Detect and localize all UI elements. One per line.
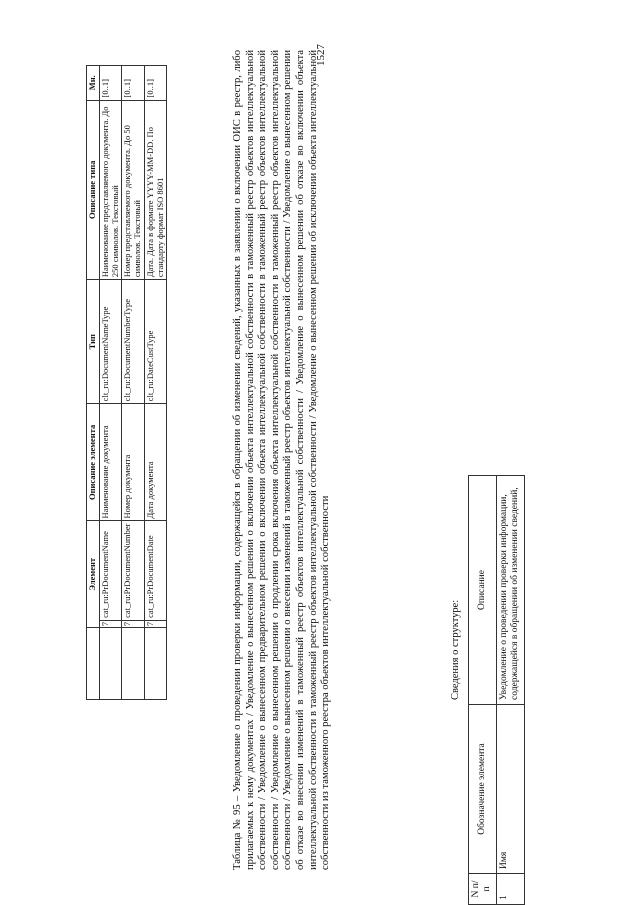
row-element: cat_ru:PrDocumentNumber: [122, 521, 145, 620]
row-description: Номер документа: [122, 404, 145, 521]
structure-header-row: [469, 476, 497, 905]
header-blank-cell: [87, 628, 100, 700]
header-description: Описание: [469, 476, 497, 705]
structure-table-wrapper: [468, 475, 525, 905]
row-type-description: Дата. Дата в формате YYYY-MM-DD. По стандарту формат ISO 8601: [144, 100, 167, 280]
row-multiplicity: [0..1]: [144, 66, 167, 101]
table-row: [496, 476, 524, 905]
elements-table: [86, 65, 167, 700]
table-caption: Таблица № 95 – Уведомление о проведении проверки информации, содержащейся в обращении об изменении сведений, указанных в заявлении о включении ОИС в реестр, либо прилагаемых к нему документах / Уведомление о вынесенном решении о включении объекта интеллектуальной собственности в таможенный реестр объектов интеллектуальной собственности / Уведомление о вынесенном предварительном решении о включении объекта интеллектуальной собственности в таможенный реестр объектов интеллектуальной собственности / Уведомление о вынесенном решении о продлении срока включения объекта интеллектуальной собственности в таможенный реестр объектов интеллектуальной собственности / Уведомление о вынесенном решении о внесении изменений в таможенный реестр объектов интеллектуальной собственности / Уведомление о вынесенном решении об отказе во внесении изменений в таможенный реестр объектов интеллектуальной собственности / Уведомление о вынесенном решении об отказе во включении объекта интеллектуальной собственности в таможенный реестр объектов интеллектуальной собственности / Уведомление о вынесенном решении об исключении объекта интеллектуальной собственности из таможенного реестра объектов интеллектуальной собственности: [232, 50, 332, 870]
header-element: Элемент: [87, 521, 100, 628]
table-row: [99, 66, 122, 700]
row-blank-cell: [122, 628, 145, 700]
structure-table: [468, 475, 525, 905]
page-number: 1527: [315, 44, 327, 66]
row-level: 7: [144, 620, 167, 627]
table-header-row: [87, 66, 100, 700]
row-level: 7: [122, 620, 145, 627]
row-blank-cell: [99, 628, 122, 700]
row-description: Наименование документа: [99, 404, 122, 521]
row-type: clt_ru:DocumentNameType: [99, 280, 122, 404]
header-designation: Обозначение элемента: [469, 705, 497, 874]
header-type-description: Описание типа: [87, 100, 100, 280]
row-type-description: Наименование представляемого документа. До 250 символов. Текстовый: [99, 100, 122, 280]
header-multiplicity: Мн.: [87, 66, 100, 101]
row-multiplicity: [0..1]: [99, 66, 122, 101]
row-element: cat_ru:PrDocumentDate: [144, 521, 167, 620]
row-level: 7: [99, 620, 122, 627]
row-multiplicity: [0..1]: [122, 66, 145, 101]
row-num: 1: [496, 874, 524, 905]
row-type: clt_ru:DocumentNumberType: [122, 280, 145, 404]
row-description: Уведомление о проведении проверки информации, содержащейся в обращении об изменении сведений,: [496, 476, 524, 705]
row-blank-cell: [144, 628, 167, 700]
table-row: [122, 66, 145, 700]
elements-table-wrapper: [86, 65, 167, 700]
header-description: Описание элемента: [87, 404, 100, 521]
header-num: N п/п: [469, 874, 497, 905]
row-designation: Имя: [496, 705, 524, 874]
structure-label: Сведения о структуре:: [450, 599, 461, 700]
table-row: [144, 66, 167, 700]
row-element: cat_ru:PrDocumentName: [99, 521, 122, 620]
row-type: clt_ru:DateCustType: [144, 280, 167, 404]
header-type: Тип: [87, 280, 100, 404]
row-description: Дата документа: [144, 404, 167, 521]
row-type-description: Номер представляемого документа. До 50 символов. Текстовый: [122, 100, 145, 280]
